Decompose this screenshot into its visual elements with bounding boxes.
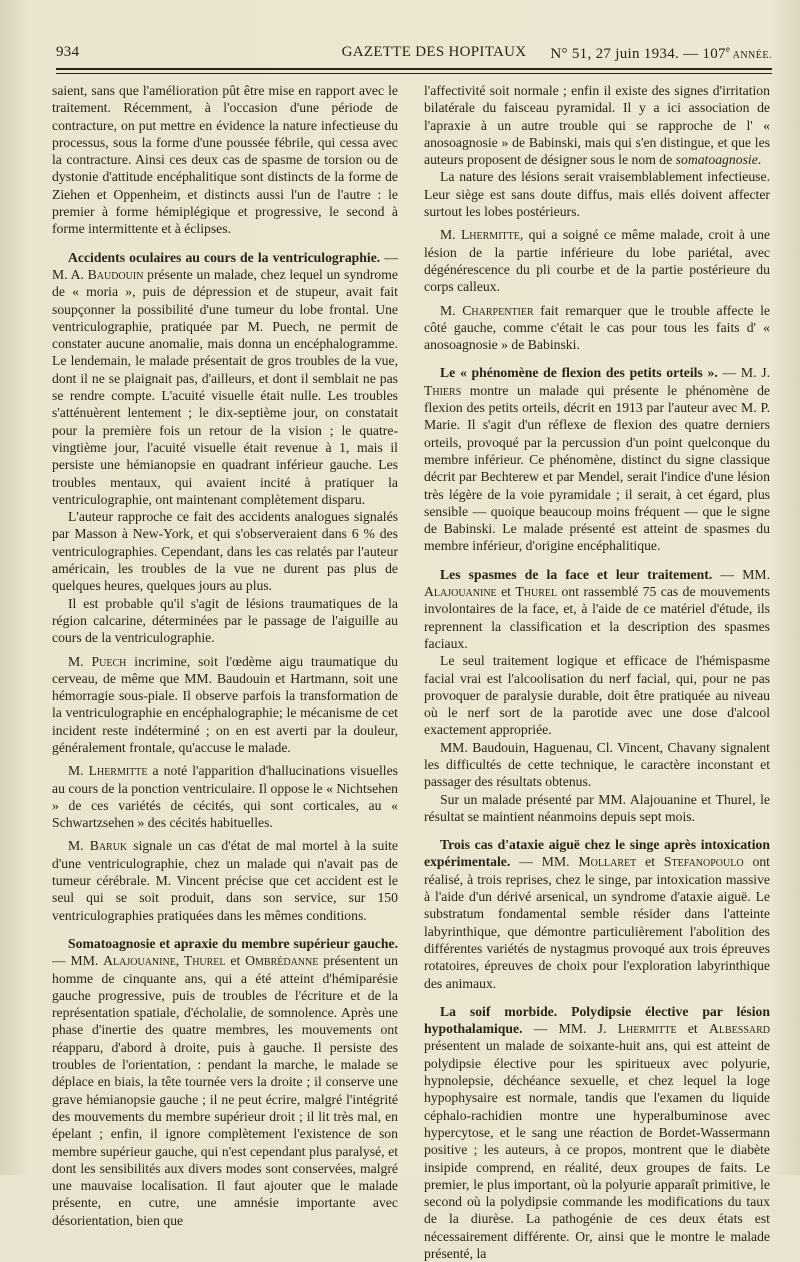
- text-run: présentent un homme de cinquante ans, qui a été atteint d'hémiparésie gauche progressive, puis de troubles de l'écriture et de la représentation spatiale, d'écholalie, de somnolence. Après une phase d'inertie des quatre membres, les mouvements ont réapparu, d'abord à droite, puis à gauche. Il persiste des troubles de l'orientation, : pendant la marche, le malade se déplace en biais, la tête tournée vers la droite ; il conserve une grave hémianopsie gauche ; il ne peut écrire, malgré l'intégrité des mouvements du membre supérieur droit ; il lit très mal, en épelant ; enfin, il ignore complètement l'existence de son membre supérieur gauche, qui n'est cependant plus paralysé, et dont les sensibilités aux divers modes sont conservées, malgré une mauvaise localisation. Il faut ajouter que le malade présente, en cutre, une amnésie importante avec désorientation, bien que: [52, 953, 398, 1228]
- author-name: Baudouin: [87, 266, 144, 282]
- text-run: montre un malade qui présente le phénomène de flexion des petits orteils, décrit en 1913 par l'auteur avec M. P. Marie. Il s'agit d'un réflexe de flexion des quatre derniers orteils, provoqué par la percussion d'un point quelconque du membre inférieur. Ce phénomène, distinct du signe classique décrit par Bechterew et par Mendel, serait l'indice d'une lésion très légère de la voie pyramidale ; il serait, à cet égard, plus sensible — quoique beaucoup moins fréquent — que le signe de Babinski. Le malade présenté est atteint de spasmes du membre inférieur, d'origine encéphalitique.: [424, 382, 770, 554]
- text-run: — M. A.: [52, 249, 398, 282]
- paragraph: L'auteur rapproche ce fait des accidents analogues signalés par Masson à New-York, et qui s'observeraient dans 6 % des ventriculographies. Cependant, dans les cas relatés par l'auteur américain, les troubles de la vue ne durent pas plus de quelques heures, quelques jours au plus.: [52, 509, 398, 594]
- text-run: ont rassemblé 75 cas de mouvements involontaires de la face, et, à l'aide de ce matériel d'étude, ils reprennent la classification et la description des spasmes faciaux.: [424, 584, 770, 651]
- paragraph-spasmes: [424, 566, 770, 652]
- paragraph: [424, 226, 770, 295]
- author-name: Baruk: [89, 838, 128, 854]
- paragraph: La nature des lésions serait vraisemblablement infectieuse. Leur siège est sans doute diffus, mais ellés doivent affecter surtout les lobes postérieurs.: [424, 169, 770, 220]
- author-name: Thiers: [424, 382, 462, 398]
- paragraph: Il est probable qu'il s'agit de lésions traumatiques de la région calcarine, déterminées par le passage de l'aiguille au cours de la ventriculographie.: [52, 595, 398, 646]
- paragraph: [424, 302, 770, 354]
- author-name: Thurel: [515, 584, 558, 600]
- text-run: M.: [440, 302, 463, 318]
- text-run: — MM.: [510, 854, 579, 870]
- issue-main: N° 51, 27 juin 1934. — 107: [550, 46, 726, 62]
- text-run: fait remarquer que le trouble affecte le côté gauche, comme c'était le cas pour tous les faits d' « anosoagnosie » de Babinski.: [424, 302, 771, 353]
- header-rule-thin: [56, 73, 772, 74]
- text-run: M.: [68, 763, 89, 779]
- text-run: et: [676, 1021, 709, 1037]
- author-name: Albessard: [708, 1021, 770, 1037]
- text-run: ont réalisé, à trois reprises, chez le singe, par intoxication massive à l'aide d'un dérivé arsenical, un syndrome d'ataxie aiguë. Le substratum fondamental semble résider dans l'atteinte labyrinthique, que démontre particulièrement l'abolition des différentes variétés de nystagmus provoqué aux trois épreuves rotatoires, épreuves de choix pour l'exploration labyrinthique des animaux.: [424, 854, 770, 991]
- paragraph: MM. Baudouin, Haguenau, Cl. Vincent, Chavany signalent les difficultés de cette technique, le caractère inconstant et passager des résultats obtenus.: [424, 739, 770, 790]
- section-heading: Accidents oculaires au cours de la ventriculographie.: [68, 249, 381, 265]
- paragraph: [424, 82, 770, 168]
- text-run: .: [757, 152, 762, 168]
- text-run: — MM.: [712, 566, 771, 582]
- text-run: l'affectivité soit normale ; enfin il existe des signes d'irritation bilatérale du faisceau pyramidal. Il y a ici association de l'apraxie à un autre trouble qui se rapproche de l' « anosoagnosie » de Babinski, mais qui s'en distingue, et que les auteurs proposent de désigner sous le nom de: [424, 83, 770, 168]
- text-run: et: [496, 584, 516, 600]
- text-run: — MM. J.: [522, 1021, 618, 1037]
- section-heading: La soif morbide. Polydipsie élective par lésion hypothalamique.: [424, 1003, 770, 1037]
- paragraph: saient, sans que l'amélioration pût être mise en rapport avec le traitement. Récemment, à l'occasion d'une période de contracture, on put mettre en évidence la nature infectieuse du processus, sous la forme d'une poussée fébrile, qui cessa avec la contracture. Ainsi ces deux cas de spasme de torsion ou de dystonie d'attitude encéphalitique sont distincts de la forme de Ziehen et Oppenheim, et distincts aussi l'un de l'autre : le premier à forme hémiplégique et progressive, le second à forme intermittente et à éclipses.: [52, 83, 398, 237]
- text-run: M.: [68, 653, 92, 669]
- paragraph: Le seul traitement logique et efficace de l'hémispasme facial vrai est l'alcoolisation du nerf facial, qui, pour ne pas provoquer de paralysie durable, doit être pratiquée au niveau où le nerf sort de la parotide avec une dose d'alcool exactement appropriée.: [424, 653, 770, 738]
- page-header: [56, 44, 772, 64]
- author-name: Alajouanine: [424, 584, 497, 600]
- text-run: signale un cas d'état de mal mortel à la suite d'une ventriculographie, chez un malade qui n'avait pas de tumeur cérébrale. M. Vincent précise que cet accident est le seul qui se soit produit, dans son service, sur 150 ventriculographies pratiquées dans les mêmes conditions.: [52, 838, 399, 923]
- paragraph-polydipsie: [424, 1003, 770, 1262]
- author-name: Ombrédanne: [245, 953, 319, 969]
- author-name: Puech: [91, 653, 127, 669]
- author-name: Lhermitte: [88, 763, 148, 779]
- paragraph-ataxie: [424, 836, 770, 992]
- author-name: Alajouanine, Thurel: [103, 953, 226, 969]
- issue-info: [550, 44, 772, 63]
- section-heading: Les spasmes de la face et leur traitement.: [440, 566, 713, 582]
- paragraph: [52, 762, 398, 831]
- author-name: Lhermitte: [617, 1021, 677, 1037]
- text-run: a noté l'apparition d'hallucinations visuelles au cours de la ponction ventriculaire. Il oppose le « Nichtsehen » de ces variétés de cécités, qui sont corticales, au « Schwartzsehen » des cécités habituelles.: [52, 763, 398, 831]
- text-run: M.: [440, 227, 461, 243]
- author-name: Mollaret: [578, 854, 637, 870]
- author-name: Stefanopoulo: [663, 854, 744, 870]
- paragraph: [52, 653, 398, 757]
- paragraph-orteils: [424, 364, 770, 554]
- text-run: — MM.: [52, 953, 104, 969]
- text-run: — M. J.: [717, 365, 770, 381]
- author-name: Lhermitte: [460, 227, 520, 243]
- section-heading: Somatoagnosie et apraxie du membre supérieur gauche.: [68, 935, 398, 951]
- issue-sup: e: [725, 44, 731, 54]
- header-rule: [56, 68, 772, 70]
- author-name: Charpentier: [462, 302, 534, 318]
- issue-year-label: ANNÉE.: [730, 50, 772, 61]
- left-column: [52, 82, 398, 1229]
- text-run: présentent un malade de soixante-huit ans, qui est atteint de polydipsie élective pour les spiritueux avec polyurie, hypnolepsie, déchéance sexuelle, et chez lequel la loge hypophysaire est normale, tandis que l'examen du liquide céphalo-rachidien montre une hyperalbuminose avec hypercytose, et le sang une réaction de Bordet-Wassermann positive ; les auteurs, à ce propos, montrent que le diabète insipide comprend, en réalité, deux groupes de faits. Le premier, le plus important, où la polyurie apparaît primitive, le second où la polydipsie commande les modifications du taux de la diurèse. La pathogénie de ces deux états est nécessairement différente. Or, ainsi que le montre le malade présenté, la: [424, 1038, 770, 1261]
- text-run: M.: [68, 838, 90, 854]
- paragraph: Sur un malade présenté par MM. Alajouanine et Thurel, le résultat se maintient néanmoins depuis sept mois.: [424, 791, 770, 824]
- italic-term: somatoagnosie: [675, 152, 758, 168]
- paragraph-ventriculographie: [52, 249, 398, 508]
- paragraph: [52, 837, 398, 923]
- section-heading: Le « phénomène de flexion des petits orteils ».: [440, 365, 718, 381]
- text-run: et: [636, 854, 664, 870]
- page-number: 934: [56, 44, 80, 60]
- right-column: [424, 82, 770, 1262]
- text-run: et: [225, 953, 246, 969]
- text-run: incrimine, soit l'œdème aigu traumatique du cerveau, de même que MM. Baudouin et Hartmann, soit une hémorragie sous-piale. Il observe parfois la transformation de la ventriculographie en encéphalographie; le mécanisme de cet incident reste indéterminé ; on en est averti par la douleur, généralement frontale, qu'accuse le malade.: [52, 653, 398, 755]
- text-run: présente un malade, chez lequel un syndrome de « moria », puis de dépression et de stupeur, avait fait soupçonner la possibilité d'une tumeur du lobe frontal. Une ventriculographie, pratiquée par M. Puech, ne permit de constater aucune anomalie, mais donna un encéphalogramme. Le lendemain, le malade présentait de gros troubles de la vue, dont il ne se plaignait pas, d'ailleurs, et dont il semblait ne pas se rendre compte. L'acuité visuelle était nulle. Les troubles s'atténuèrent lentement ; le dix-septième jour, on constatait pour la première fois un retour de la vision ; le quatre-vingtième jour, l'acuité visuelle était revenue à 1, mais il persiste une hémianopsie en quadrant inférieur gauche. Les troubles mentaux, qui avaient incité à pratiquer la ventriculographie, ont maintenant complètement disparu.: [52, 266, 398, 507]
- paragraph-somatoagnosie: [52, 935, 398, 1229]
- section-heading: Trois cas d'ataxie aiguë chez le singe après intoxication expérimentale.: [424, 837, 770, 870]
- text-run: , qui a soigné ce même malade, croit à une lésion de la partie inférieure du lobe pariétal, avec dégénérescence du pli courbe et de la partie postérieure du corps calleux.: [424, 227, 771, 295]
- journal-title: GAZETTE DES HOPITAUX: [341, 44, 527, 60]
